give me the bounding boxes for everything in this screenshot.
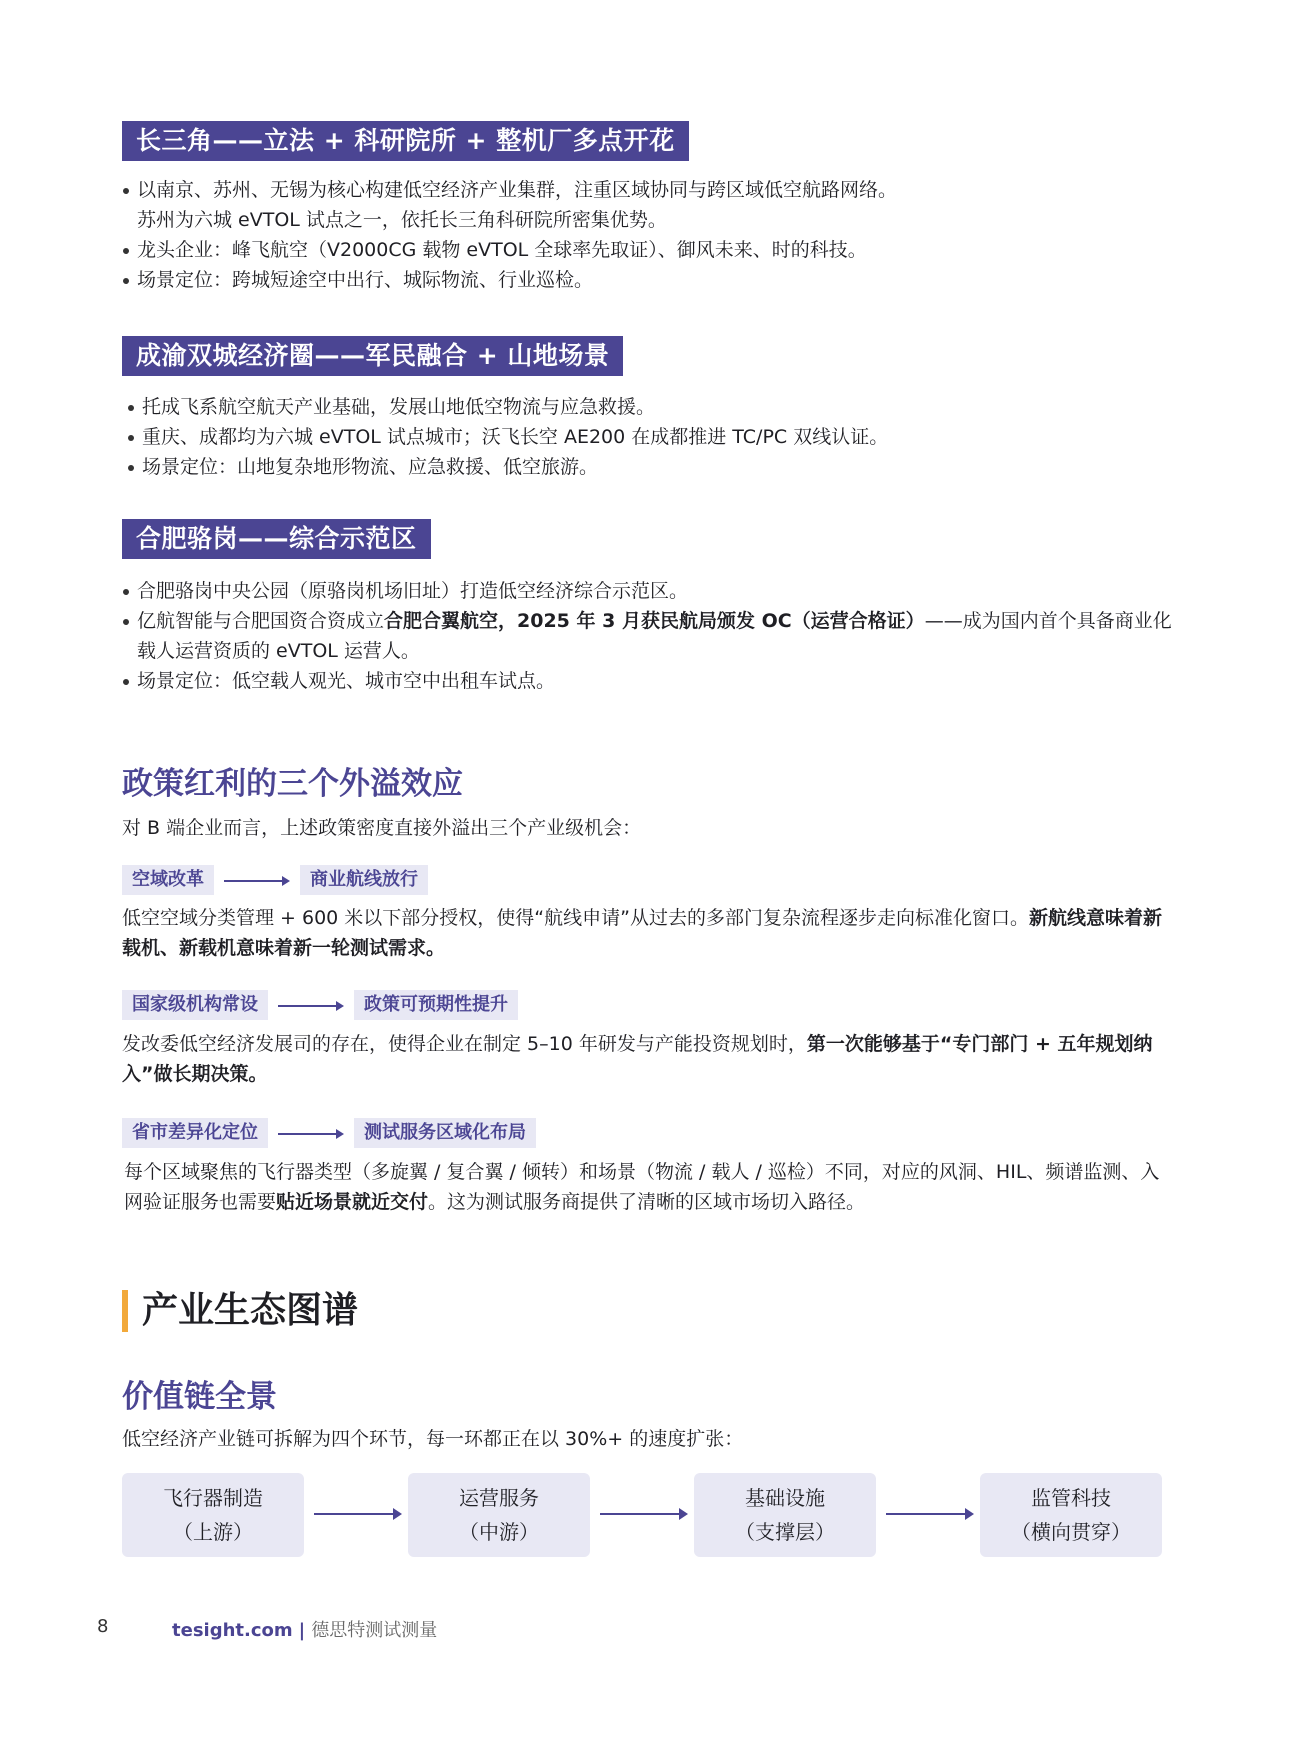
effect-from-chip: 省市差异化定位	[122, 1118, 268, 1148]
arrow-right-icon	[278, 1118, 344, 1148]
effect-description-2: 发改委低空经济发展司的存在，使得企业在制定 5–10 年研发与产能投资规划时，第一次能够基于“专门部门 + 五年规划纳入”做长期决策。	[122, 1033, 1153, 1085]
chain-box-infrastructure: 基础设施 （支撑层）	[694, 1473, 876, 1557]
arrow-right-icon	[886, 1513, 972, 1515]
arrow-right-icon	[224, 865, 290, 895]
list-item: 合肥骆岗中央公园（原骆岗机场旧址）打造低空经济综合示范区。	[122, 576, 1182, 606]
chain-box-operations: 运营服务 （中游）	[408, 1473, 590, 1557]
effect-from-chip: 空域改革	[122, 865, 214, 895]
effect-flow-2	[122, 990, 518, 1020]
chain-box-regtech: 监管科技 （横向贯穿）	[980, 1473, 1162, 1557]
chapter-heading-ecosystem: 产业生态图谱	[122, 1290, 358, 1332]
effect-from-chip: 国家级机构常设	[122, 990, 268, 1020]
region-title-hefei: 合肥骆岗——综合示范区	[122, 519, 431, 559]
effect-description-1: 低空空域分类管理 + 600 米以下部分授权，使得“航线申请”从过去的多部门复杂流程逐步走向标准化窗口。新航线意味着新载机、新载机意味着新一轮测试需求。	[122, 907, 1163, 959]
list-item: 托成飞系航空航天产业基础，发展山地低空物流与应急救援。	[127, 392, 1187, 422]
region-bullets-yangtze	[122, 175, 1182, 295]
value-chain-diagram	[122, 1473, 1162, 1557]
chain-box-manufacturing: 飞行器制造 （上游）	[122, 1473, 304, 1557]
page-footer	[0, 1616, 1291, 1646]
effect-flow-3	[122, 1118, 536, 1148]
list-item: 重庆、成都均为六城 eVTOL 试点城市；沃飞长空 AE200 在成都推进 TC/PC 双线认证。	[127, 422, 1187, 452]
effect-to-chip: 测试服务区域化布局	[354, 1118, 536, 1148]
list-item: 场景定位：低空载人观光、城市空中出租车试点。	[122, 666, 1182, 696]
effect-description-3: 每个区域聚焦的飞行器类型（多旋翼 / 复合翼 / 倾转）和场景（物流 / 载人 / 巡检）不同，对应的风洞、HIL、频谱监测、入网验证服务也需要贴近场景就近交付。这为测试服务商提供了清晰的区域市场切入路径。	[124, 1161, 1160, 1213]
footer-site-link[interactable]: tesight.com	[172, 1620, 293, 1641]
footer-brand	[172, 1616, 437, 1642]
effect-flow-1	[122, 865, 428, 895]
arrow-right-icon	[314, 1513, 400, 1515]
list-item: 以南京、苏州、无锡为核心构建低空经济产业集群，注重区域协同与跨区域低空航路网络。 苏州为六城 eVTOL 试点之一，依托长三角科研院所密集优势。	[122, 175, 1182, 235]
page-number: 8	[97, 1616, 109, 1637]
list-item: 亿航智能与合肥国资合资成立合肥合翼航空，2025 年 3 月获民航局颁发 OC（运营合格证）——成为国内首个具备商业化 载人运营资质的 eVTOL 运营人。	[122, 606, 1182, 666]
footer-separator: |	[298, 1620, 306, 1641]
list-item: 场景定位：山地复杂地形物流、应急救援、低空旅游。	[127, 452, 1187, 482]
list-item: 龙头企业：峰飞航空（V2000CG 载物 eVTOL 全球率先取证）、御风未来、时的科技。	[122, 235, 1182, 265]
footer-company: 德思特测试测量	[311, 1620, 438, 1641]
arrow-right-icon	[600, 1513, 686, 1515]
section-heading-value-chain: 价值链全景	[122, 1379, 277, 1415]
region-title-chengyu: 成渝双城经济圈——军民融合 + 山地场景	[122, 336, 623, 376]
effect-to-chip: 政策可预期性提升	[354, 990, 518, 1020]
effect-to-chip: 商业航线放行	[300, 865, 428, 895]
section-heading-policy: 政策红利的三个外溢效应	[122, 766, 463, 802]
region-bullets-chengyu	[127, 392, 1187, 482]
region-bullets-hefei	[122, 576, 1182, 696]
policy-intro: 对 B 端企业而言，上述政策密度直接外溢出三个产业级机会：	[122, 817, 642, 839]
region-title-yangtze: 长三角——立法 + 科研院所 + 整机厂多点开花	[122, 121, 689, 161]
list-item: 场景定位：跨城短途空中出行、城际物流、行业巡检。	[122, 265, 1182, 295]
arrow-right-icon	[278, 990, 344, 1020]
value-chain-intro: 低空经济产业链可拆解为四个环节，每一环都正在以 30%+ 的速度扩张：	[122, 1428, 744, 1450]
